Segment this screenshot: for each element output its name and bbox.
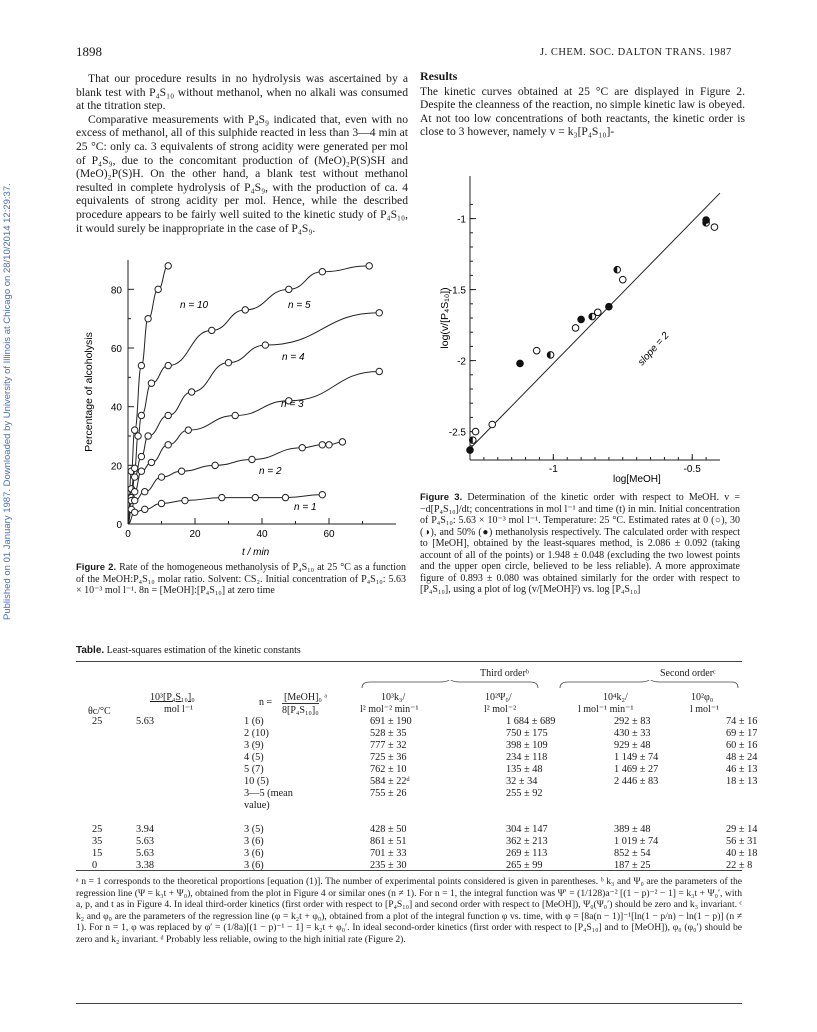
column-1-text [76, 72, 408, 235]
table-row [76, 752, 776, 764]
data-point [252, 494, 258, 500]
y-tick-label: -2 [457, 356, 466, 368]
series-label: n = 10 [180, 300, 209, 311]
data-point [165, 412, 171, 418]
table-row [76, 764, 776, 776]
data-point-filled [606, 303, 613, 310]
data-point [326, 442, 332, 448]
data-point [232, 412, 238, 418]
data-point [142, 489, 148, 495]
table-cell: 1 149 ± 74 [614, 752, 659, 763]
table-cell: 15 [92, 848, 103, 859]
data-point [282, 494, 288, 500]
table-cell: 29 ± 14 [726, 824, 758, 835]
table-cell: 25 [92, 824, 103, 835]
table-cell: 292 ± 83 [614, 716, 651, 727]
data-point [319, 269, 325, 275]
data-table [76, 716, 776, 872]
table-cell: 5.63 [136, 836, 155, 847]
data-point [339, 439, 345, 445]
header-n-den: 8[P₄S₁₀]₀ [282, 705, 319, 716]
x-tick-label: -0.5 [683, 464, 701, 475]
table-cell: 234 ± 118 [506, 752, 548, 763]
table-row [76, 776, 776, 788]
x-tick-label: 20 [189, 529, 201, 540]
table-cell: 5.63 [136, 716, 155, 727]
data-point-open [619, 276, 626, 283]
data-point-open [472, 428, 479, 435]
table-cell [76, 740, 136, 752]
data-point [155, 286, 161, 292]
table-cell [136, 752, 236, 764]
data-point-filled [578, 316, 585, 323]
data-point [132, 427, 138, 433]
download-note: Published on 01 January 1987. Downloaded by University of Illinois at Chicago on 28/10/2014 12:29:37. [2, 183, 13, 620]
data-point [219, 494, 225, 500]
table-cell [136, 788, 236, 800]
data-point [209, 327, 215, 333]
y-tick-label: 40 [110, 402, 122, 414]
table-cell: value) [244, 800, 270, 811]
table-group-braces [360, 680, 740, 690]
journal-header: J. CHEM. SOC. DALTON TRANS. 1987 [540, 47, 732, 58]
table-cell: 235 ± 30 [370, 860, 407, 871]
table-cell: 255 ± 92 [506, 788, 543, 799]
table-cell: 929 ± 48 [614, 740, 651, 751]
table-cell: 755 ± 26 [370, 788, 407, 799]
table-cell: 1 (6) [244, 716, 264, 727]
table-row [76, 716, 776, 728]
table-cell [136, 800, 236, 812]
table-cell: 2 (10) [244, 728, 269, 739]
paragraph: Comparative measurements with P₄S₉ indicated that, even with no excess of methanol, all of this sulphide reacted in less than 3—4 min at 25 °C: only ca. 3 equivalents of strong acidity were generated per mol of P₄S₉, due to the concomitant production of (MeO)₂P(S)SH and (MeO)₂P(S)H. On the other hand, a blank test without methanol resulted in complete hydrolysis of P₄S₉, with the production of ca. 4 equivalents of strong acidity per mol. Hence, while the described procedure appears to be fairly well suited to the kinetic study of P₄S₁₀, it would surely be inappropriate in the case of P₄S₉. [76, 112, 408, 235]
data-point [138, 362, 144, 368]
table-cell: 852 ± 54 [614, 848, 651, 859]
table-cell [614, 788, 726, 800]
table-cell: 187 ± 25 [614, 860, 651, 871]
series-label: n = 4 [282, 352, 305, 363]
table-cell: 5.63 [136, 848, 155, 859]
data-point-filled [703, 217, 710, 224]
data-point [138, 468, 144, 474]
table-cell [136, 776, 236, 788]
header-psi0-unit: l² mol⁻² [484, 704, 517, 715]
table-cell: 56 ± 31 [726, 836, 758, 847]
data-point [165, 362, 171, 368]
data-point [366, 263, 372, 269]
series-line [128, 266, 369, 524]
x-tick-label: 60 [323, 529, 335, 540]
series-line [128, 313, 379, 524]
table-cell: 3 (6) [244, 860, 264, 871]
table-cell: 60 ± 16 [726, 740, 758, 751]
data-point-open [533, 347, 540, 354]
table-cell: 304 ± 147 [506, 824, 548, 835]
data-point [299, 445, 305, 451]
table-group-third: Third orderᵇ [480, 668, 529, 679]
table-title [76, 645, 301, 656]
header-n-lhs: n = [259, 697, 273, 708]
figure-3-caption [420, 492, 740, 596]
data-point [165, 442, 171, 448]
page-number: 1898 [76, 44, 102, 59]
table-cell: 135 ± 48 [506, 764, 543, 775]
table-rule-top [76, 661, 742, 662]
table-cell: 18 ± 13 [726, 776, 758, 787]
table-row [76, 740, 776, 752]
data-point-open [711, 224, 718, 231]
table-cell: 430 ± 33 [614, 728, 651, 739]
table-cell [614, 800, 726, 812]
paragraph: The kinetic curves obtained at 25 °C are displayed in Figure 2. Despite the cleanness of the reaction, no simple kinetic law is obeyed. At not too low concentrations of both reactants, the kinetic order is close to 3 however, namely v = k₃[P₄S₁₀]- [420, 84, 745, 139]
table-row [76, 836, 776, 848]
table-row [76, 800, 776, 812]
table-cell: 1 684 ± 689 [506, 716, 556, 727]
table-cell: 725 ± 36 [370, 752, 407, 763]
figure-3-caption-text: Determination of the kinetic order with respect to MeOH. v = −d[P₄S₁₀]/dt; concentrations in mol l⁻¹ and time (t) in min. Initial concentration of P₄S₁₀: 5.63 × 10⁻³ mol l⁻¹. Temperature: 25 °C. Estimated rates at 0 (○), 30 (◑), and 50% (●) methanolysis respectively. The calculated order with respect to [MeOH], obtained by the least-squares method, is 2.086 ± 0.092 (taking account of all of the points) or 1.948 ± 0.048 (excluding the two lowest points and the upper open circle, believed to be less reliable). A more approximate figure of 0.893 ± 0.080 was obtained similarly for the order with respect to [P₄S₁₀], using a plot of log (v/[MeOH]²) vs. log [P₄S₁₀] [420, 492, 740, 595]
table-cell: 3 (6) [244, 848, 264, 859]
data-point [376, 310, 382, 316]
table-row [76, 788, 776, 800]
data-point [185, 427, 191, 433]
data-point [148, 459, 154, 465]
series-label: n = 2 [259, 466, 282, 477]
y-tick-label: -1 [457, 214, 466, 226]
table-cell: 40 ± 18 [726, 848, 758, 859]
table-cell [496, 812, 614, 824]
table-title-text: Least-squares estimation of the kinetic constants [106, 645, 301, 656]
data-point [132, 509, 138, 515]
table-cell [370, 800, 496, 812]
table-cell: 32 ± 34 [506, 776, 538, 787]
header-k2: 10⁴k₂/ [603, 692, 628, 703]
table-cell: 22 ± 8 [726, 860, 753, 871]
data-point [319, 442, 325, 448]
table-cell: 48 ± 24 [726, 752, 758, 763]
header-k2-unit: l mol⁻¹ min⁻¹ [578, 704, 634, 715]
table-cell: 1 469 ± 27 [614, 764, 659, 775]
header-psi0: 10²Ψ₀/ [485, 692, 512, 703]
x-tick-label: 0 [125, 529, 131, 540]
table-cell: 362 ± 213 [506, 836, 548, 847]
x-tick-label: 40 [256, 529, 268, 540]
table-cell [726, 800, 776, 812]
x-tick-label: -1 [548, 464, 558, 475]
table-body [76, 716, 776, 872]
table-cell [76, 812, 136, 824]
paragraph: That our procedure results in no hydrolysis was ascertained by a blank test with P₄S₁₀ without methanol, when no alkali was consumed at the titration step. [76, 72, 408, 113]
figure-2-label: Figure 2. [76, 562, 117, 573]
data-point-filled [517, 360, 524, 367]
data-point [225, 359, 231, 365]
table-cell: 428 ± 50 [370, 824, 407, 835]
data-point [158, 500, 164, 506]
table-group-second: Second orderᶜ [660, 668, 716, 679]
table-cell: 777 ± 32 [370, 740, 407, 751]
table-footnote: ᵃ n = 1 corresponds to the theoretical proportions [equation (1)]. The number of experimental points considered is given in parentheses. ᵇ k₃ and Ψ₀ are the parameters of the regression line (Ψ = k₃t + Ψ₀), obtained from the plot in Figure 4 or similar ones (n ≠ 1). For n = 1, the integral function was Ψ′ = (1/128)a⁻² [(1 − p)⁻² − 1] = k₃t + Ψ₀′, with a, p, and t as in Figure 4. In ideal third-order kinetics (first order with respect to [P₄S₁₀] and second order with respect to [MeOH]), Ψ₀(Ψ₀′) should be zero and k₃ invariant. ᶜ k₂ and φ₀ are the parameters of the regression line (φ = k₂t + φ₀), obtained from a plot of the integral function φ vs. time, with φ = [8a(n − 1)]⁻¹[ln(1 − p/n) − ln(1 − p)] (n ≠ 1). For n = 1, φ was replaced by φ′ = (1/8a)[(1 − p)⁻¹ − 1] = k₂t + φ₀′. In ideal second-order kinetics (first order with respect to [P₄S₁₀] and to [MeOH]), φ₀ (φ₀′) should be zero and k₂ invariant. ᵈ Probably less reliable, owing to the high initial rate (Figure 2). [76, 876, 742, 945]
data-point-filled [467, 447, 474, 454]
series-label: n = 1 [294, 502, 317, 513]
data-point [182, 497, 188, 503]
table-cell: 861 ± 51 [370, 836, 407, 847]
table-cell [76, 788, 136, 800]
table-cell: 3—5 (mean [244, 788, 293, 799]
table-cell: 2 446 ± 83 [614, 776, 659, 787]
table-cell: 3.94 [136, 824, 155, 835]
data-point [249, 456, 255, 462]
figure-3-chart [420, 168, 740, 484]
data-point [132, 474, 138, 480]
table-cell: 46 ± 13 [726, 764, 758, 775]
table-cell [370, 812, 496, 824]
table-row [76, 848, 776, 860]
table-cell: 5 (7) [244, 764, 264, 775]
table-cell: 691 ± 190 [370, 716, 412, 727]
data-point [132, 489, 138, 495]
header-conc-unit: mol l⁻¹ [164, 704, 194, 715]
table-cell [136, 740, 236, 752]
y-axis-label: log(v/[P₄S₁₀]) [439, 287, 451, 349]
fit-line [470, 193, 720, 449]
header-theta: θc/°C [88, 706, 111, 717]
table-cell: 74 ± 16 [726, 716, 758, 727]
table-rule-bottom [76, 870, 742, 871]
table-cell: 269 ± 113 [506, 848, 548, 859]
section-heading: Results [420, 69, 458, 83]
table-cell [76, 800, 136, 812]
table-cell: 762 ± 10 [370, 764, 407, 775]
table-cell [76, 776, 136, 788]
header-conc: 10³[P₄S₁₀]₀ [150, 692, 195, 703]
data-point [138, 453, 144, 459]
data-point [148, 380, 154, 386]
table-cell: 584 ± 22ᵈ [370, 776, 410, 787]
table-cell [76, 764, 136, 776]
x-axis-label: t / min [242, 547, 270, 557]
table-cell: 389 ± 48 [614, 824, 651, 835]
table-cell [726, 812, 776, 824]
data-point [145, 433, 151, 439]
table-cell: 3.38 [136, 860, 155, 871]
y-axis-label: Percentage of alcoholysis [83, 332, 95, 452]
slope-annotation: slope = 2 [636, 330, 672, 369]
table-cell: 701 ± 33 [370, 848, 407, 859]
table-cell: 265 ± 99 [506, 860, 543, 871]
table-cell: 35 [92, 836, 103, 847]
table-cell [236, 812, 370, 824]
y-tick-label: 0 [116, 520, 122, 531]
y-tick-label: 20 [110, 461, 122, 473]
page-rule-bottom [76, 1003, 742, 1004]
table-cell: 3 (9) [244, 740, 264, 751]
table-cell [136, 812, 236, 824]
series-label: n = 5 [288, 300, 311, 311]
series-line [128, 266, 168, 524]
header-k3: 10³k₃/ [381, 692, 406, 703]
table-cell: 398 ± 109 [506, 740, 548, 751]
header-k3-unit: l² mol⁻² min⁻¹ [360, 704, 419, 715]
table-cell [76, 728, 136, 740]
data-point-open [572, 325, 579, 332]
y-tick-label: -1.5 [448, 285, 466, 297]
data-point [286, 286, 292, 292]
header-phi0: 10²φ₀ [691, 692, 714, 703]
y-tick-label: 60 [110, 344, 122, 355]
data-point [319, 491, 325, 497]
table-cell [614, 812, 726, 824]
table-cell: 25 [92, 716, 103, 727]
figure-2-caption-text: Rate of the homogeneous methanolysis of P₄S₁₀ at 25 °C as a function of the MeOH:P₄S₁₀ molar ratio. Solvent: CS₂. Initial concentration of P₄S₁₀: 5.63 × 10⁻³ mol l⁻¹. 8n = [MeOH]:[P₄S₁₀] at zero time [76, 562, 407, 596]
data-point [212, 462, 218, 468]
table-cell: 69 ± 17 [726, 728, 758, 739]
series-line [128, 371, 379, 524]
data-point-open [489, 421, 496, 428]
table-cell: 3 (6) [244, 836, 264, 847]
data-point [376, 368, 382, 374]
header-phi0-unit: l mol⁻¹ [690, 704, 720, 715]
table-cell: 0 [92, 860, 98, 871]
y-tick-label: -2.5 [448, 427, 466, 439]
data-point [242, 307, 248, 313]
table-row [76, 812, 776, 824]
series-label: n = 3 [281, 399, 304, 410]
table-cell: 3 (5) [244, 824, 264, 835]
table-cell [76, 752, 136, 764]
data-point [165, 263, 171, 269]
data-point [132, 497, 138, 503]
figure-3-label: Figure 3. [420, 492, 463, 503]
figure-2-marks [128, 263, 382, 524]
table-cell: 10 (5) [244, 776, 269, 787]
y-tick-label: 80 [110, 285, 122, 297]
header-n-num: [MeOH]₀ ᵃ [284, 692, 328, 703]
x-axis-label: log[MeOH] [613, 474, 661, 484]
data-point [142, 506, 148, 512]
data-point [138, 412, 144, 418]
table-cell: 528 ± 35 [370, 728, 407, 739]
data-point [188, 389, 194, 395]
table-row [76, 728, 776, 740]
column-2-text [420, 70, 745, 139]
data-point [135, 433, 141, 439]
table-cell [136, 764, 236, 776]
figure-2-caption [76, 562, 406, 597]
figure-3-marks [467, 193, 720, 453]
data-point [178, 468, 184, 474]
table-cell [726, 788, 776, 800]
table-cell: 1 019 ± 74 [614, 836, 659, 847]
table-cell [496, 800, 614, 812]
table-cell: 750 ± 175 [506, 728, 548, 739]
figure-2-chart [76, 252, 416, 557]
data-point [158, 474, 164, 480]
table-row [76, 824, 776, 836]
table-label: Table. [76, 645, 105, 656]
table-cell [136, 728, 236, 740]
data-point [262, 342, 268, 348]
table-cell: 4 (5) [244, 752, 264, 763]
data-point [145, 315, 151, 321]
